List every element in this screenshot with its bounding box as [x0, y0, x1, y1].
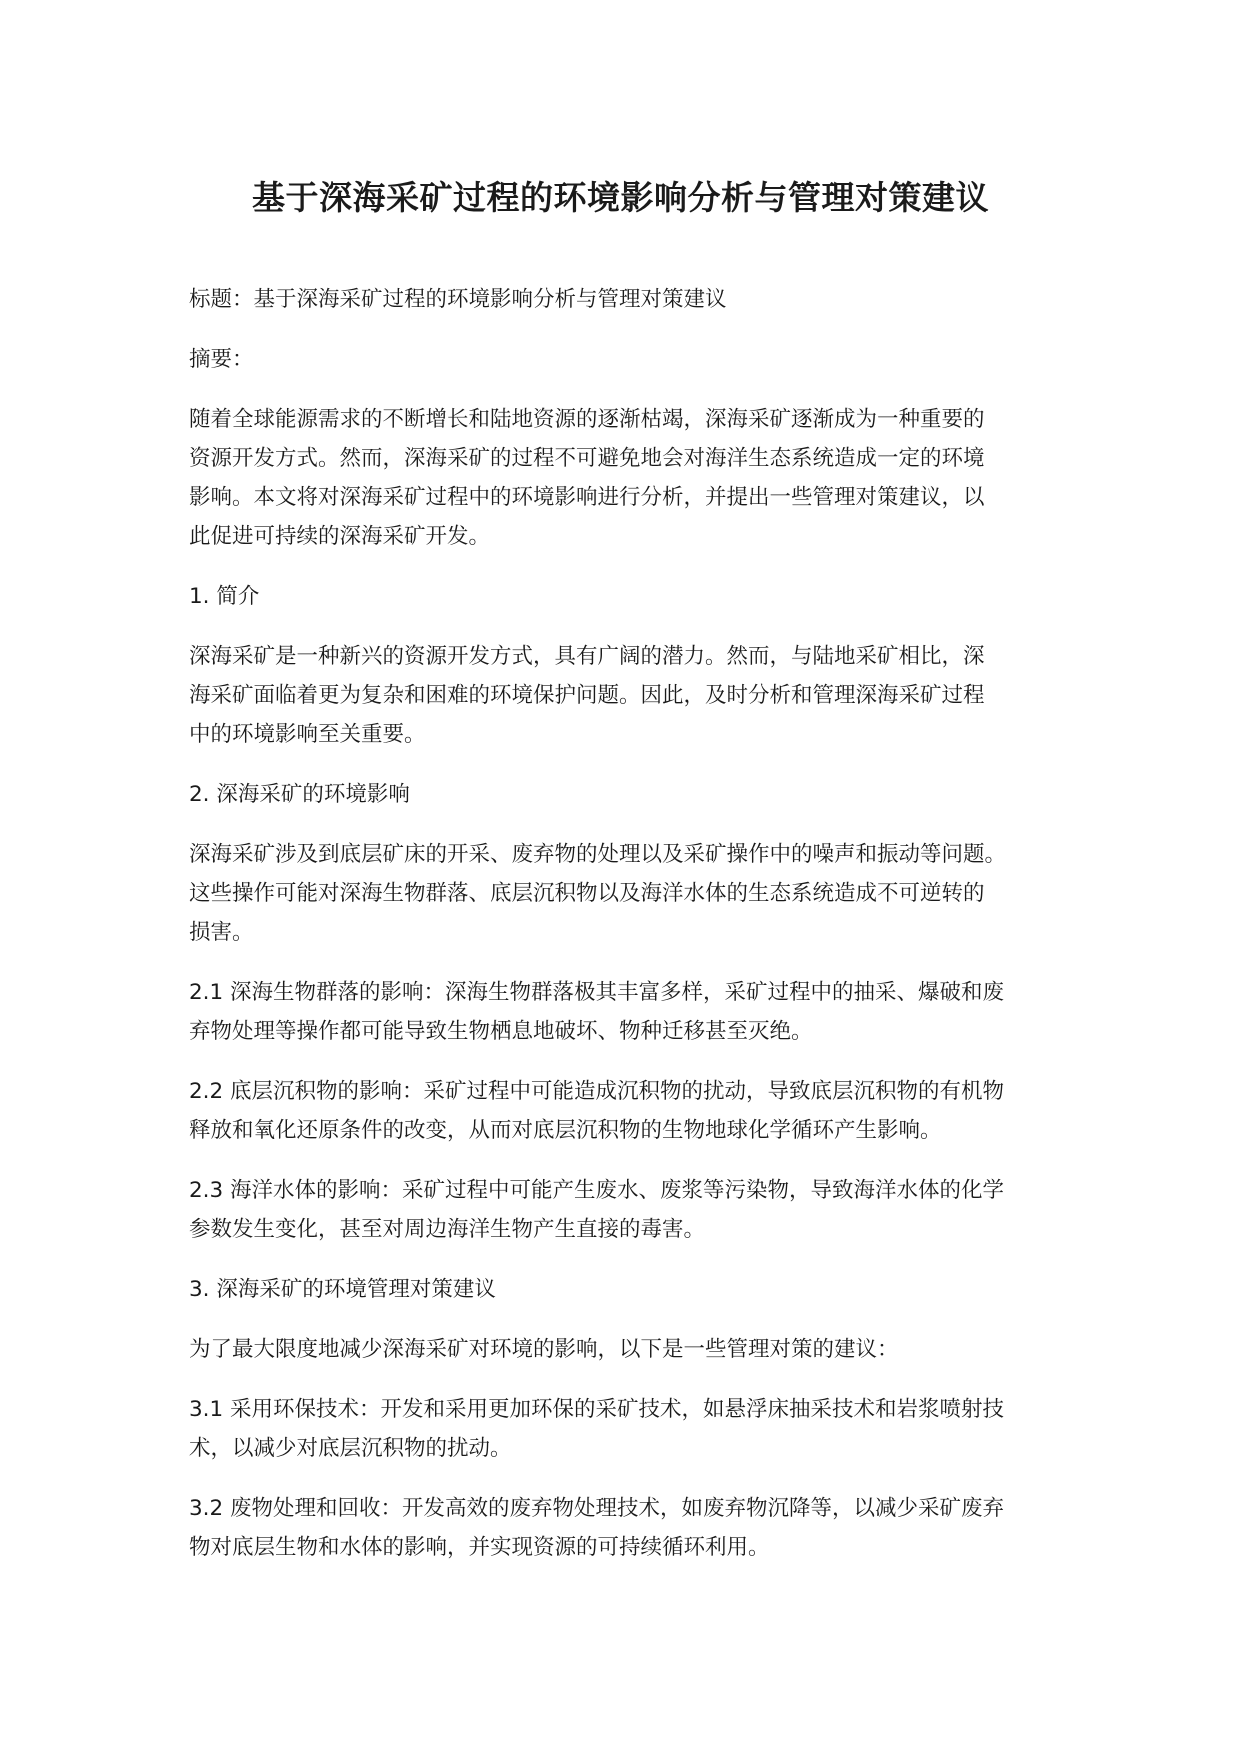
text-line: 2. 深海采矿的环境影响 — [189, 782, 410, 807]
text-line: 影响。本文将对深海采矿过程中的环境影响进行分析，并提出一些管理对策建议，以 — [189, 485, 985, 510]
text-line: 2.3 海洋水体的影响：采矿过程中可能产生废水、废浆等污染物，导致海洋水体的化学 — [189, 1178, 1005, 1203]
text-line: 这些操作可能对深海生物群落、底层沉积物以及海洋水体的生态系统造成不可逆转的 — [189, 881, 985, 906]
paragraph-3-1 — [189, 1390, 1059, 1468]
text-line: 参数发生变化，甚至对周边海洋生物产生直接的毒害。 — [189, 1217, 706, 1242]
document-body — [189, 280, 1059, 1588]
text-line: 随着全球能源需求的不断增长和陆地资源的逐渐枯竭，深海采矿逐渐成为一种重要的 — [189, 407, 985, 432]
paragraph-2-1 — [189, 973, 1059, 1051]
paragraph-3-2 — [189, 1489, 1059, 1567]
text-line: 1. 简介 — [189, 584, 260, 609]
text-line: 3.2 废物处理和回收：开发高效的废弃物处理技术，如废弃物沉降等，以减少采矿废弃 — [189, 1496, 1005, 1521]
text-line: 此促进可持续的深海采矿开发。 — [189, 524, 491, 549]
text-line: 中的环境影响至关重要。 — [189, 722, 426, 747]
text-line: 摘要： — [189, 347, 254, 372]
section-heading-3 — [189, 1270, 1059, 1309]
text-line: 为了最大限度地减少深海采矿对环境的影响，以下是一些管理对策的建议： — [189, 1337, 899, 1362]
section-heading-2 — [189, 775, 1059, 814]
paragraph-impacts — [189, 835, 1059, 952]
text-line: 3. 深海采矿的环境管理对策建议 — [189, 1277, 496, 1302]
text-line: 2.1 深海生物群落的影响：深海生物群落极其丰富多样，采矿过程中的抽采、爆破和废 — [189, 980, 1005, 1005]
text-line: 释放和氧化还原条件的改变，从而对底层沉积物的生物地球化学循环产生影响。 — [189, 1118, 942, 1143]
document-title: 基于深海采矿过程的环境影响分析与管理对策建议 — [252, 178, 989, 217]
paragraph-introduction — [189, 637, 1059, 754]
text-line: 标题：基于深海采矿过程的环境影响分析与管理对策建议 — [189, 287, 727, 312]
paragraph-abstract — [189, 400, 1059, 556]
text-line: 2.2 底层沉积物的影响：采矿过程中可能造成沉积物的扰动，导致底层沉积物的有机物 — [189, 1079, 1005, 1104]
paragraph-2-3 — [189, 1171, 1059, 1249]
paragraph-abstract-label — [189, 340, 1059, 379]
text-line: 海采矿面临着更为复杂和困难的环境保护问题。因此，及时分析和管理深海采矿过程 — [189, 683, 985, 708]
text-line: 弃物处理等操作都可能导致生物栖息地破坏、物种迁移甚至灭绝。 — [189, 1019, 813, 1044]
text-line: 术，以减少对底层沉积物的扰动。 — [189, 1436, 512, 1461]
text-line: 资源开发方式。然而，深海采矿的过程不可避免地会对海洋生态系统造成一定的环境 — [189, 446, 985, 471]
text-line: 3.1 采用环保技术：开发和采用更加环保的采矿技术，如悬浮床抽采技术和岩浆喷射技 — [189, 1397, 1005, 1422]
paragraph-2-2 — [189, 1072, 1059, 1150]
section-heading-1 — [189, 577, 1059, 616]
paragraph-management-intro — [189, 1330, 1059, 1369]
text-line: 物对底层生物和水体的影响，并实现资源的可持续循环利用。 — [189, 1535, 770, 1560]
text-line: 深海采矿是一种新兴的资源开发方式，具有广阔的潜力。然而，与陆地采矿相比，深 — [189, 644, 985, 669]
text-line: 损害。 — [189, 920, 254, 945]
text-line: 深海采矿涉及到底层矿床的开采、废弃物的处理以及采矿操作中的噪声和振动等问题。 — [189, 842, 1007, 867]
paragraph-title-line — [189, 280, 1059, 319]
